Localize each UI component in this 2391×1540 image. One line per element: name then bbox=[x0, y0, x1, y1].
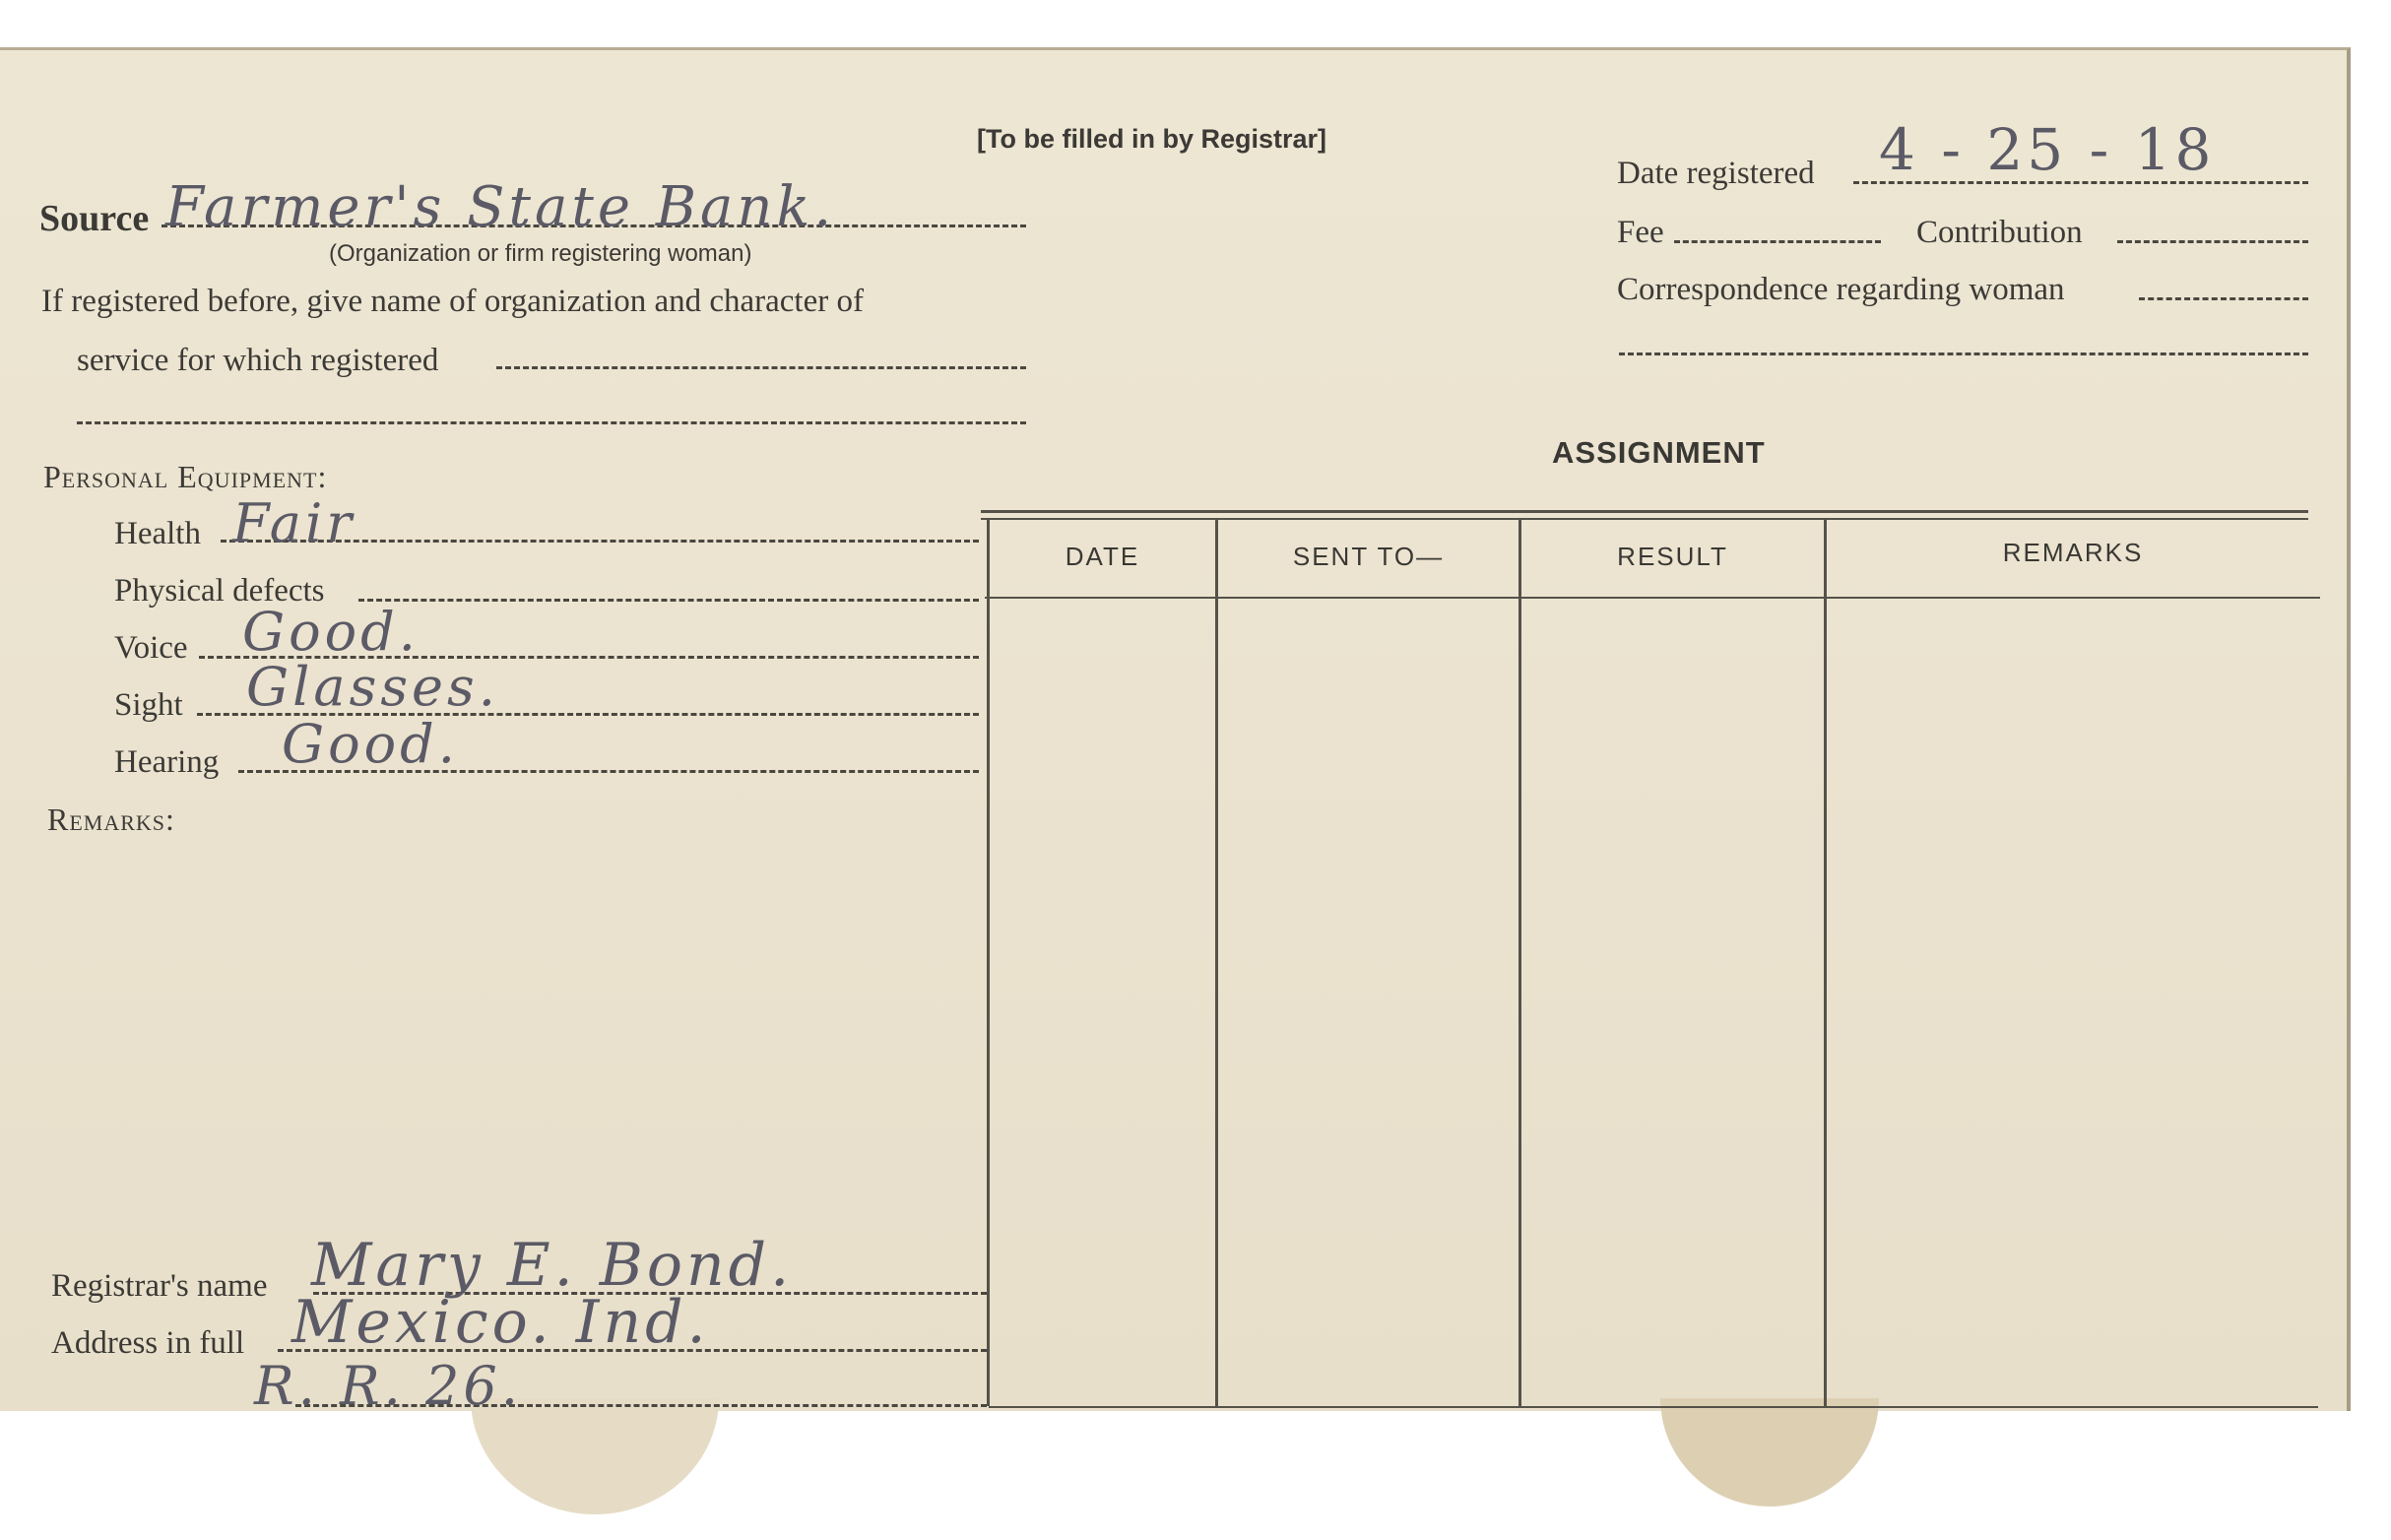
source-caption: (Organization or firm registering woman) bbox=[329, 240, 752, 267]
column-divider-2 bbox=[1215, 520, 1218, 1406]
source-value: Farmer's State Bank. bbox=[165, 175, 836, 239]
column-divider-4 bbox=[1824, 520, 1827, 1406]
previous-extra-blank bbox=[77, 421, 1026, 424]
physical-defects-line bbox=[358, 599, 979, 602]
previous-line2: service for which registered bbox=[77, 343, 439, 378]
previous-line2-blank bbox=[496, 366, 1026, 369]
hearing-label: Hearing bbox=[114, 744, 220, 780]
registrar-name-label: Registrar's name bbox=[51, 1268, 268, 1304]
address-value-2: R. R. 26. bbox=[254, 1355, 522, 1417]
fee-line bbox=[1674, 240, 1881, 243]
date-registered-label: Date registered bbox=[1617, 156, 1815, 191]
column-header-remarks: REMARKS bbox=[2002, 538, 2144, 567]
assignment-title: ASSIGNMENT bbox=[1552, 435, 1766, 470]
fee-label: Fee bbox=[1617, 215, 1664, 250]
correspondence-line bbox=[2139, 297, 2308, 300]
health-label: Health bbox=[114, 516, 201, 551]
assignment-top-rule2 bbox=[981, 518, 2308, 520]
physical-defects-label: Physical defects bbox=[114, 573, 325, 609]
hearing-value: Good. bbox=[282, 713, 459, 775]
card-tab-right bbox=[1660, 1398, 1879, 1507]
contribution-label: Contribution bbox=[1916, 215, 2083, 250]
column-header-result: RESULT bbox=[1617, 542, 1728, 571]
remarks-heading: Remarks: bbox=[47, 802, 175, 837]
correspondence-label: Correspondence regarding woman bbox=[1617, 272, 2065, 307]
contribution-line bbox=[2117, 240, 2308, 243]
source-label: Source bbox=[39, 198, 150, 239]
column-header-sent-to: SENT TO— bbox=[1292, 542, 1445, 571]
assignment-top-rule bbox=[981, 510, 2308, 513]
health-value: Fair bbox=[232, 492, 356, 554]
voice-label: Voice bbox=[114, 630, 188, 666]
address-value: Mexico. Ind. bbox=[291, 1288, 710, 1357]
voice-value: Good. bbox=[242, 601, 420, 663]
assignment-header-rule bbox=[985, 597, 2320, 599]
date-registered-value: 4 - 25 - 18 bbox=[1879, 116, 2216, 183]
sight-value: Glasses. bbox=[246, 656, 499, 718]
previous-line1: If registered before, give name of organization and character of bbox=[41, 284, 864, 319]
registrar-name-value: Mary E. Bond. bbox=[311, 1231, 794, 1300]
column-header-date: DATE bbox=[1065, 542, 1140, 571]
registrar-note: [To be filled in by Registrar] bbox=[977, 124, 1327, 154]
personal-equipment-heading: Personal Equipment: bbox=[43, 459, 328, 494]
sight-label: Sight bbox=[114, 687, 183, 723]
address-label: Address in full bbox=[51, 1325, 245, 1361]
column-divider-1 bbox=[987, 520, 990, 1406]
column-divider-3 bbox=[1519, 520, 1521, 1406]
correspondence-line2 bbox=[1619, 353, 2308, 355]
assignment-bottom-rule bbox=[989, 1406, 2318, 1408]
